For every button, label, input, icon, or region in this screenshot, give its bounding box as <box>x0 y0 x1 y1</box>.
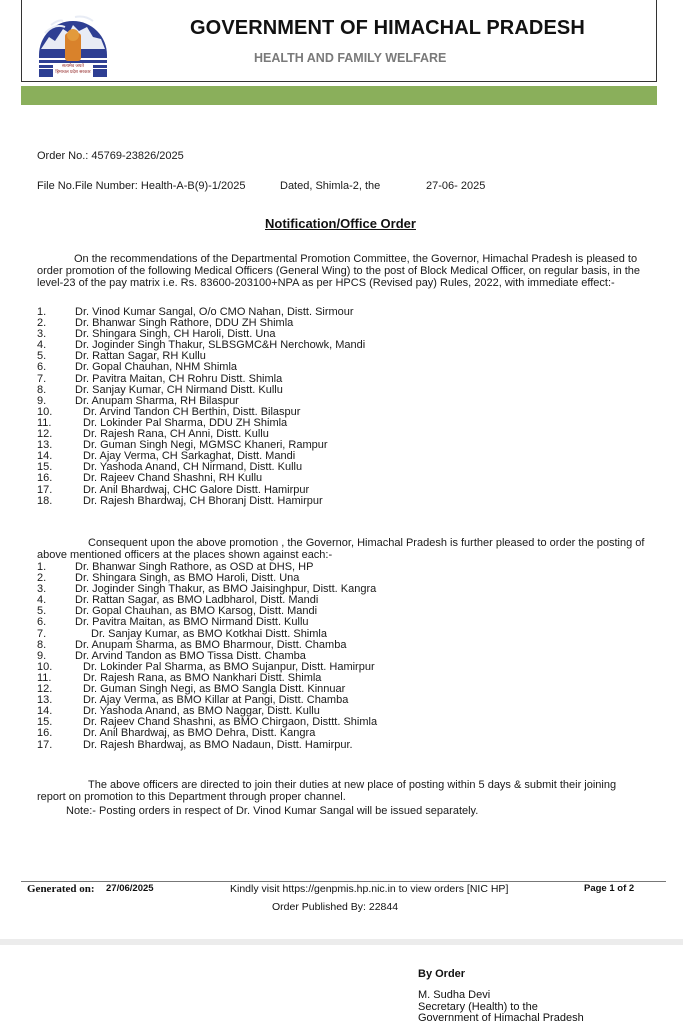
item-text: Dr. Vinod Kumar Sangal, O/o CMO Nahan, Distt. Sirmour <box>75 306 354 318</box>
item-text: Dr. Joginder Singh Thakur, SLBSGMC&H Nerchowk, Mandi <box>75 339 366 352</box>
item-text: Dr. Bhanwar Singh Rathore, DDU ZH Shimla <box>75 317 294 330</box>
footer-divider <box>21 881 666 882</box>
file-number: File No.File Number: Health-A-B(9)-1/2025 <box>37 180 246 192</box>
item-text: Dr. Rajeev Chand Shashni, RH Kullu <box>83 472 263 485</box>
item-number: 7. <box>37 372 47 385</box>
posting-intro-text: Consequent upon the above promotion , the Governor, Himachal Pradesh is further pleased to order the posting of above mentioned officers at the places shown against each:- <box>37 537 645 562</box>
item-number: 4. <box>37 339 47 352</box>
notification-heading: Notification/Office Order <box>265 216 416 231</box>
item-text: Dr. Shingara Singh, as BMO Haroli, Distt. Una <box>75 572 300 585</box>
item-number: 4. <box>37 594 47 607</box>
item-number: 7. <box>37 627 47 640</box>
by-order-label: By Order <box>418 968 466 980</box>
item-number: 9. <box>37 649 47 662</box>
item-text: Dr. Ajay Verma, as BMO Killar at Pangi, Distt. Chamba <box>83 694 349 707</box>
item-text: Dr. Bhanwar Singh Rathore, as OSD at DHS, HP <box>75 561 314 573</box>
item-text: Dr. Anil Bhardwaj, CHC Galore Distt. Hamirpur <box>83 483 310 496</box>
item-text: Dr. Rattan Sagar, RH Kullu <box>75 350 206 363</box>
item-number: 3. <box>37 583 47 596</box>
promotion-intro-paragraph <box>37 253 647 289</box>
signatory-organization: Government of Himachal Pradesh <box>418 1012 584 1024</box>
hp-government-logo <box>35 3 111 79</box>
item-number: 14. <box>37 705 53 718</box>
logo-state-name: हिमाचल प्रदेश सरकार <box>55 69 91 74</box>
item-text: Dr. Arvind Tandon CH Berthin, Distt. Bilaspur <box>83 405 301 418</box>
item-number: 12. <box>37 428 53 441</box>
item-number: 17. <box>37 738 53 751</box>
item-text: Dr. Yashoda Anand, as BMO Naggar, Distt. Kullu <box>83 705 320 718</box>
posting-intro-paragraph <box>37 537 647 561</box>
item-number: 12. <box>37 683 53 696</box>
directive-paragraph <box>37 779 647 803</box>
item-number: 2. <box>37 317 47 330</box>
item-text: Dr. Rajesh Rana, CH Anni, Distt. Kullu <box>83 428 269 441</box>
generated-date: 27/06/2025 <box>106 883 154 894</box>
item-number: 5. <box>37 605 47 618</box>
order-date: 27-06- 2025 <box>426 180 486 192</box>
item-number: 11. <box>37 416 52 429</box>
item-number: 2. <box>37 572 47 585</box>
item-number: 5. <box>37 350 47 363</box>
generated-on-label: Generated on: <box>27 883 95 895</box>
item-text: Dr. Gopal Chauhan, NHM Shimla <box>75 361 238 374</box>
item-number: 11. <box>37 671 52 684</box>
item-number: 16. <box>37 472 53 485</box>
item-number: 16. <box>37 727 53 740</box>
item-text: Dr. Guman Singh Negi, as BMO Sangla Distt. Kinnuar <box>83 683 346 696</box>
item-number: 13. <box>37 439 53 452</box>
item-number: 14. <box>37 450 53 463</box>
item-text: Dr. Rattan Sagar, as BMO Ladbharol, Distt. Mandi <box>75 594 319 607</box>
item-text: Dr. Shingara Singh, CH Haroli, Distt. Una <box>75 328 276 341</box>
item-text: Dr. Anupam Sharma, as BMO Bharmour, Distt. Chamba <box>75 638 347 651</box>
dated-label: Dated, Shimla-2, the <box>280 180 381 192</box>
header-accent-bar <box>21 86 657 105</box>
item-number: 10. <box>37 660 53 673</box>
signature-block <box>418 990 584 1025</box>
item-text: Dr. Lokinder Pal Sharma, as BMO Sujanpur, Distt. Hamirpur <box>83 660 375 673</box>
note-text: Note:- Posting orders in respect of Dr. Vinod Kumar Sangal will be issued separately. <box>66 805 479 817</box>
item-text: Dr. Guman Singh Negi, MGMSC Khaneri, Rampur <box>83 439 328 452</box>
item-text: Dr. Anupam Sharma, RH Bilaspur <box>75 394 239 407</box>
published-by: Order Published By: 22844 <box>272 901 399 913</box>
item-text: Dr. Rajesh Bhardwaj, as BMO Nadaun, Distt. Hamirpur. <box>83 738 353 751</box>
directive-text: The above officers are directed to join their duties at new place of posting within 5 days & submit their joining report on promotion to this Department through proper channel. <box>37 779 617 804</box>
item-text: Dr. Rajesh Bhardwaj, CH Bhoranj Distt. Hamirpur <box>83 494 323 507</box>
item-text: Dr. Yashoda Anand, CH Nirmand, Distt. Kullu <box>83 461 303 474</box>
promotion-intro-text: On the recommendations of the Departmental Promotion Committee, the Governor, Himachal Pradesh is pleased to order promotion of the following Medical Officers (General Wing) to the post of Block Medical Officer, on regular basis, in the level-23 of the pay matrix i.e. Rs. 83600-203100+NPA as per HPCS (Revised pay) Rules, 2022, with immediate effect:- <box>37 253 641 290</box>
item-number: 18. <box>37 494 53 507</box>
item-number: 10. <box>37 405 53 418</box>
page-separator <box>0 939 683 945</box>
item-text: Dr. Rajeev Chand Shashni, as BMO Chirgaon, Disttt. Shimla <box>83 716 378 729</box>
item-number: 8. <box>37 638 47 651</box>
item-text: Dr. Sanjay Kumar, as BMO Kotkhai Distt. Shimla <box>91 627 327 640</box>
government-title: GOVERNMENT OF HIMACHAL PRADESH <box>190 17 585 39</box>
item-text: Dr. Rajesh Rana, as BMO Nankhari Distt. Shimla <box>83 671 322 684</box>
order-number: Order No.: 45769-23826/2025 <box>37 150 184 162</box>
item-number: 13. <box>37 694 53 707</box>
item-text: Dr. Sanjay Kumar, CH Nirmand Distt. Kullu <box>75 383 283 396</box>
item-text: Dr. Gopal Chauhan, as BMO Karsog, Distt. Mandi <box>75 605 318 618</box>
item-text: Dr. Anil Bhardwaj, as BMO Dehra, Distt. Kangra <box>83 727 316 740</box>
logo-motto: सत्यमेव जयते <box>62 63 84 68</box>
item-number: 8. <box>37 383 47 396</box>
item-text: Dr. Arvind Tandon as BMO Tissa Distt. Chamba <box>75 649 306 662</box>
item-number: 9. <box>37 394 47 407</box>
item-text: Dr. Joginder Singh Thakur, as BMO Jaisinghpur, Distt. Kangra <box>75 583 377 596</box>
item-text: Dr. Pavitra Maitan, as BMO Nirmand Distt. Kullu <box>75 616 309 629</box>
item-number: 3. <box>37 328 47 341</box>
item-number: 6. <box>37 361 47 374</box>
page-number: Page 1 of 2 <box>584 883 635 894</box>
item-text: Dr. Pavitra Maitan, CH Rohru Distt. Shimla <box>75 372 283 385</box>
item-number: 6. <box>37 616 47 629</box>
item-number: 1. <box>37 306 47 318</box>
item-number: 1. <box>37 561 47 573</box>
signatory-name: M. Sudha Devi <box>418 989 491 1001</box>
item-number: 15. <box>37 716 53 729</box>
letterhead-box <box>21 0 657 82</box>
visit-orders-link-text: Kindly visit https://genpmis.hp.nic.in to view orders [NIC HP] <box>230 883 509 895</box>
signatory-designation: Secretary (Health) to the <box>418 1000 538 1013</box>
department-name: HEALTH AND FAMILY WELFARE <box>254 51 447 65</box>
item-number: 17. <box>37 483 53 496</box>
item-number: 15. <box>37 461 53 474</box>
item-text: Dr. Ajay Verma, CH Sarkaghat, Distt. Mandi <box>83 450 296 463</box>
item-text: Dr. Lokinder Pal Sharma, DDU ZH Shimla <box>83 416 288 429</box>
